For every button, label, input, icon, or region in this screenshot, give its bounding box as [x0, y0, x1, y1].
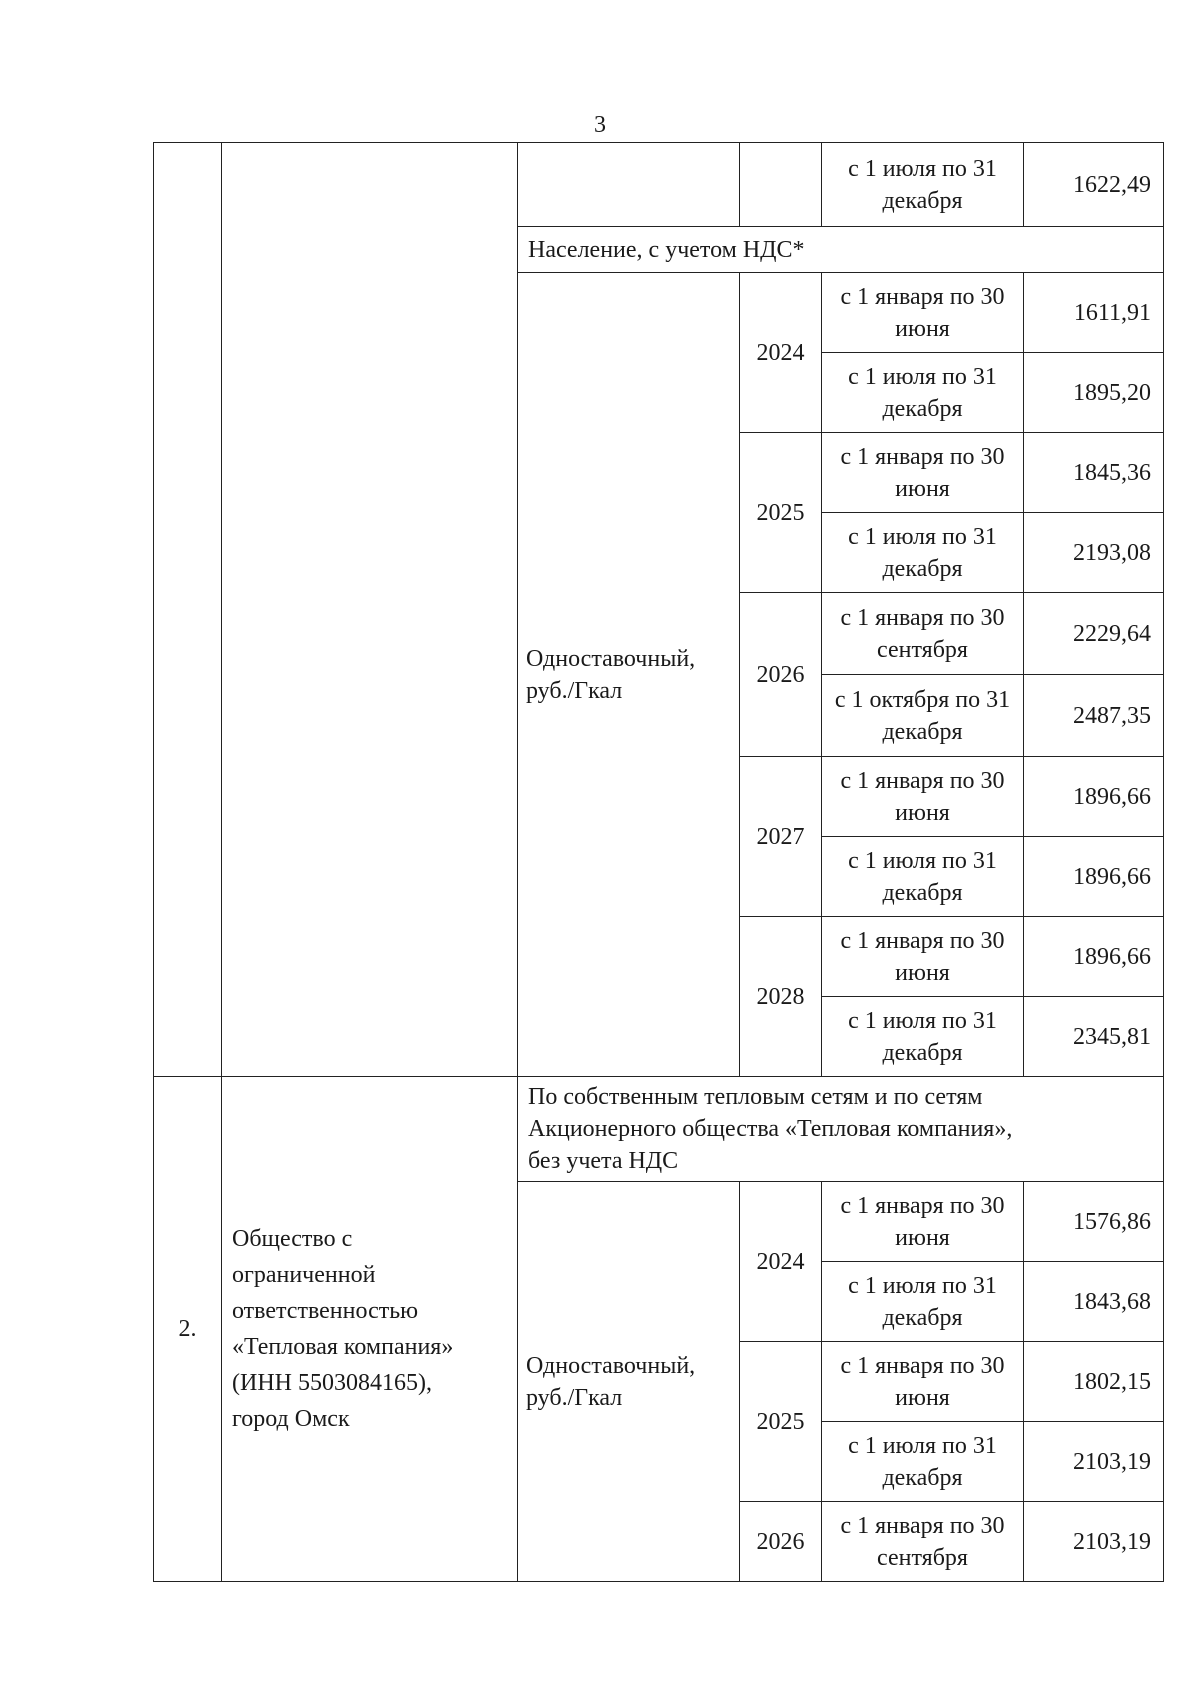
organization-line: (ИНН 5503084165), [232, 1370, 432, 1396]
year-cell: 2028 [740, 917, 822, 1077]
value-cell: 1895,20 [1024, 353, 1164, 433]
value-cell: 1896,66 [1024, 757, 1164, 837]
value-cell: 2103,19 [1024, 1502, 1164, 1582]
period-cell: с 1 января по 30 июня [822, 757, 1024, 837]
table-row [154, 143, 1164, 227]
section-header [518, 1077, 1164, 1182]
continued-section [154, 143, 1164, 1077]
period-cell: с 1 июля по 31 декабря [822, 1262, 1024, 1342]
value-cell: 2345,81 [1024, 997, 1164, 1077]
period-cell: с 1 октября по 31 декабря [822, 675, 1024, 757]
value-cell: 1843,68 [1024, 1262, 1164, 1342]
entry-number-cell: 2. [154, 1077, 222, 1582]
section-header-line: без учета НДС [528, 1148, 679, 1174]
period-cell: с 1 января по 30 июня [822, 433, 1024, 513]
value-cell: 1576,86 [1024, 1182, 1164, 1262]
organization-line: «Тепловая компания» [232, 1334, 454, 1360]
period-cell: с 1 января по 30 июня [822, 1342, 1024, 1422]
organization-cell [222, 1077, 518, 1582]
period-cell: с 1 января по 30 сентября [822, 1502, 1024, 1582]
value-cell: 2487,35 [1024, 675, 1164, 757]
period-cell: с 1 июля по 31 декабря [822, 1422, 1024, 1502]
year-cell: 2024 [740, 273, 822, 433]
value-cell: 1896,66 [1024, 837, 1164, 917]
value-cell: 1802,15 [1024, 1342, 1164, 1422]
period-cell: с 1 января по 30 июня [822, 1182, 1024, 1262]
entry-2-section [154, 1077, 1164, 1582]
population-header: Население, с учетом НДС* [518, 227, 1164, 273]
entry-number-cell [154, 143, 222, 1077]
year-cell [740, 143, 822, 227]
period-cell: с 1 января по 30 сентября [822, 593, 1024, 675]
tariff-type-cell [518, 143, 740, 227]
period-cell: с 1 июля по 31 декабря [822, 997, 1024, 1077]
tariff-table [153, 142, 1164, 1582]
value-cell: 2193,08 [1024, 513, 1164, 593]
period-cell: с 1 января по 30 июня [822, 917, 1024, 997]
year-cell: 2027 [740, 757, 822, 917]
organization-line: ограниченной [232, 1262, 376, 1288]
period-cell: с 1 июля по 31 декабря [822, 513, 1024, 593]
value-cell: 1845,36 [1024, 433, 1164, 513]
section-header-line: Акционерного общества «Тепловая компания», [528, 1116, 1013, 1142]
period-cell: с 1 января по 30 июня [822, 273, 1024, 353]
value-cell: 1896,66 [1024, 917, 1164, 997]
organization-line: Общество с [232, 1226, 353, 1252]
year-cell: 2025 [740, 433, 822, 593]
period-cell: с 1 июля по 31 декабря [822, 353, 1024, 433]
value-cell: 1611,91 [1024, 273, 1164, 353]
organization-line: ответственностью [232, 1298, 419, 1324]
value-cell: 1622,49 [1024, 143, 1164, 227]
page-number: 3 [594, 112, 606, 138]
period-cell: с 1 июля по 31 декабря [822, 143, 1024, 227]
table-row [154, 1077, 1164, 1182]
year-cell: 2026 [740, 1502, 822, 1582]
year-cell: 2024 [740, 1182, 822, 1342]
year-cell: 2026 [740, 593, 822, 757]
value-cell: 2229,64 [1024, 593, 1164, 675]
section-header-line: По собственным тепловым сетям и по сетям [528, 1084, 983, 1110]
year-cell: 2025 [740, 1342, 822, 1502]
tariff-type-cell: Одноставочный, руб./Гкал [518, 1182, 740, 1582]
organization-cell [222, 143, 518, 1077]
period-cell: с 1 июля по 31 декабря [822, 837, 1024, 917]
value-cell: 2103,19 [1024, 1422, 1164, 1502]
organization-line: город Омск [232, 1406, 350, 1432]
tariff-type-cell: Одноставочный, руб./Гкал [518, 273, 740, 1077]
